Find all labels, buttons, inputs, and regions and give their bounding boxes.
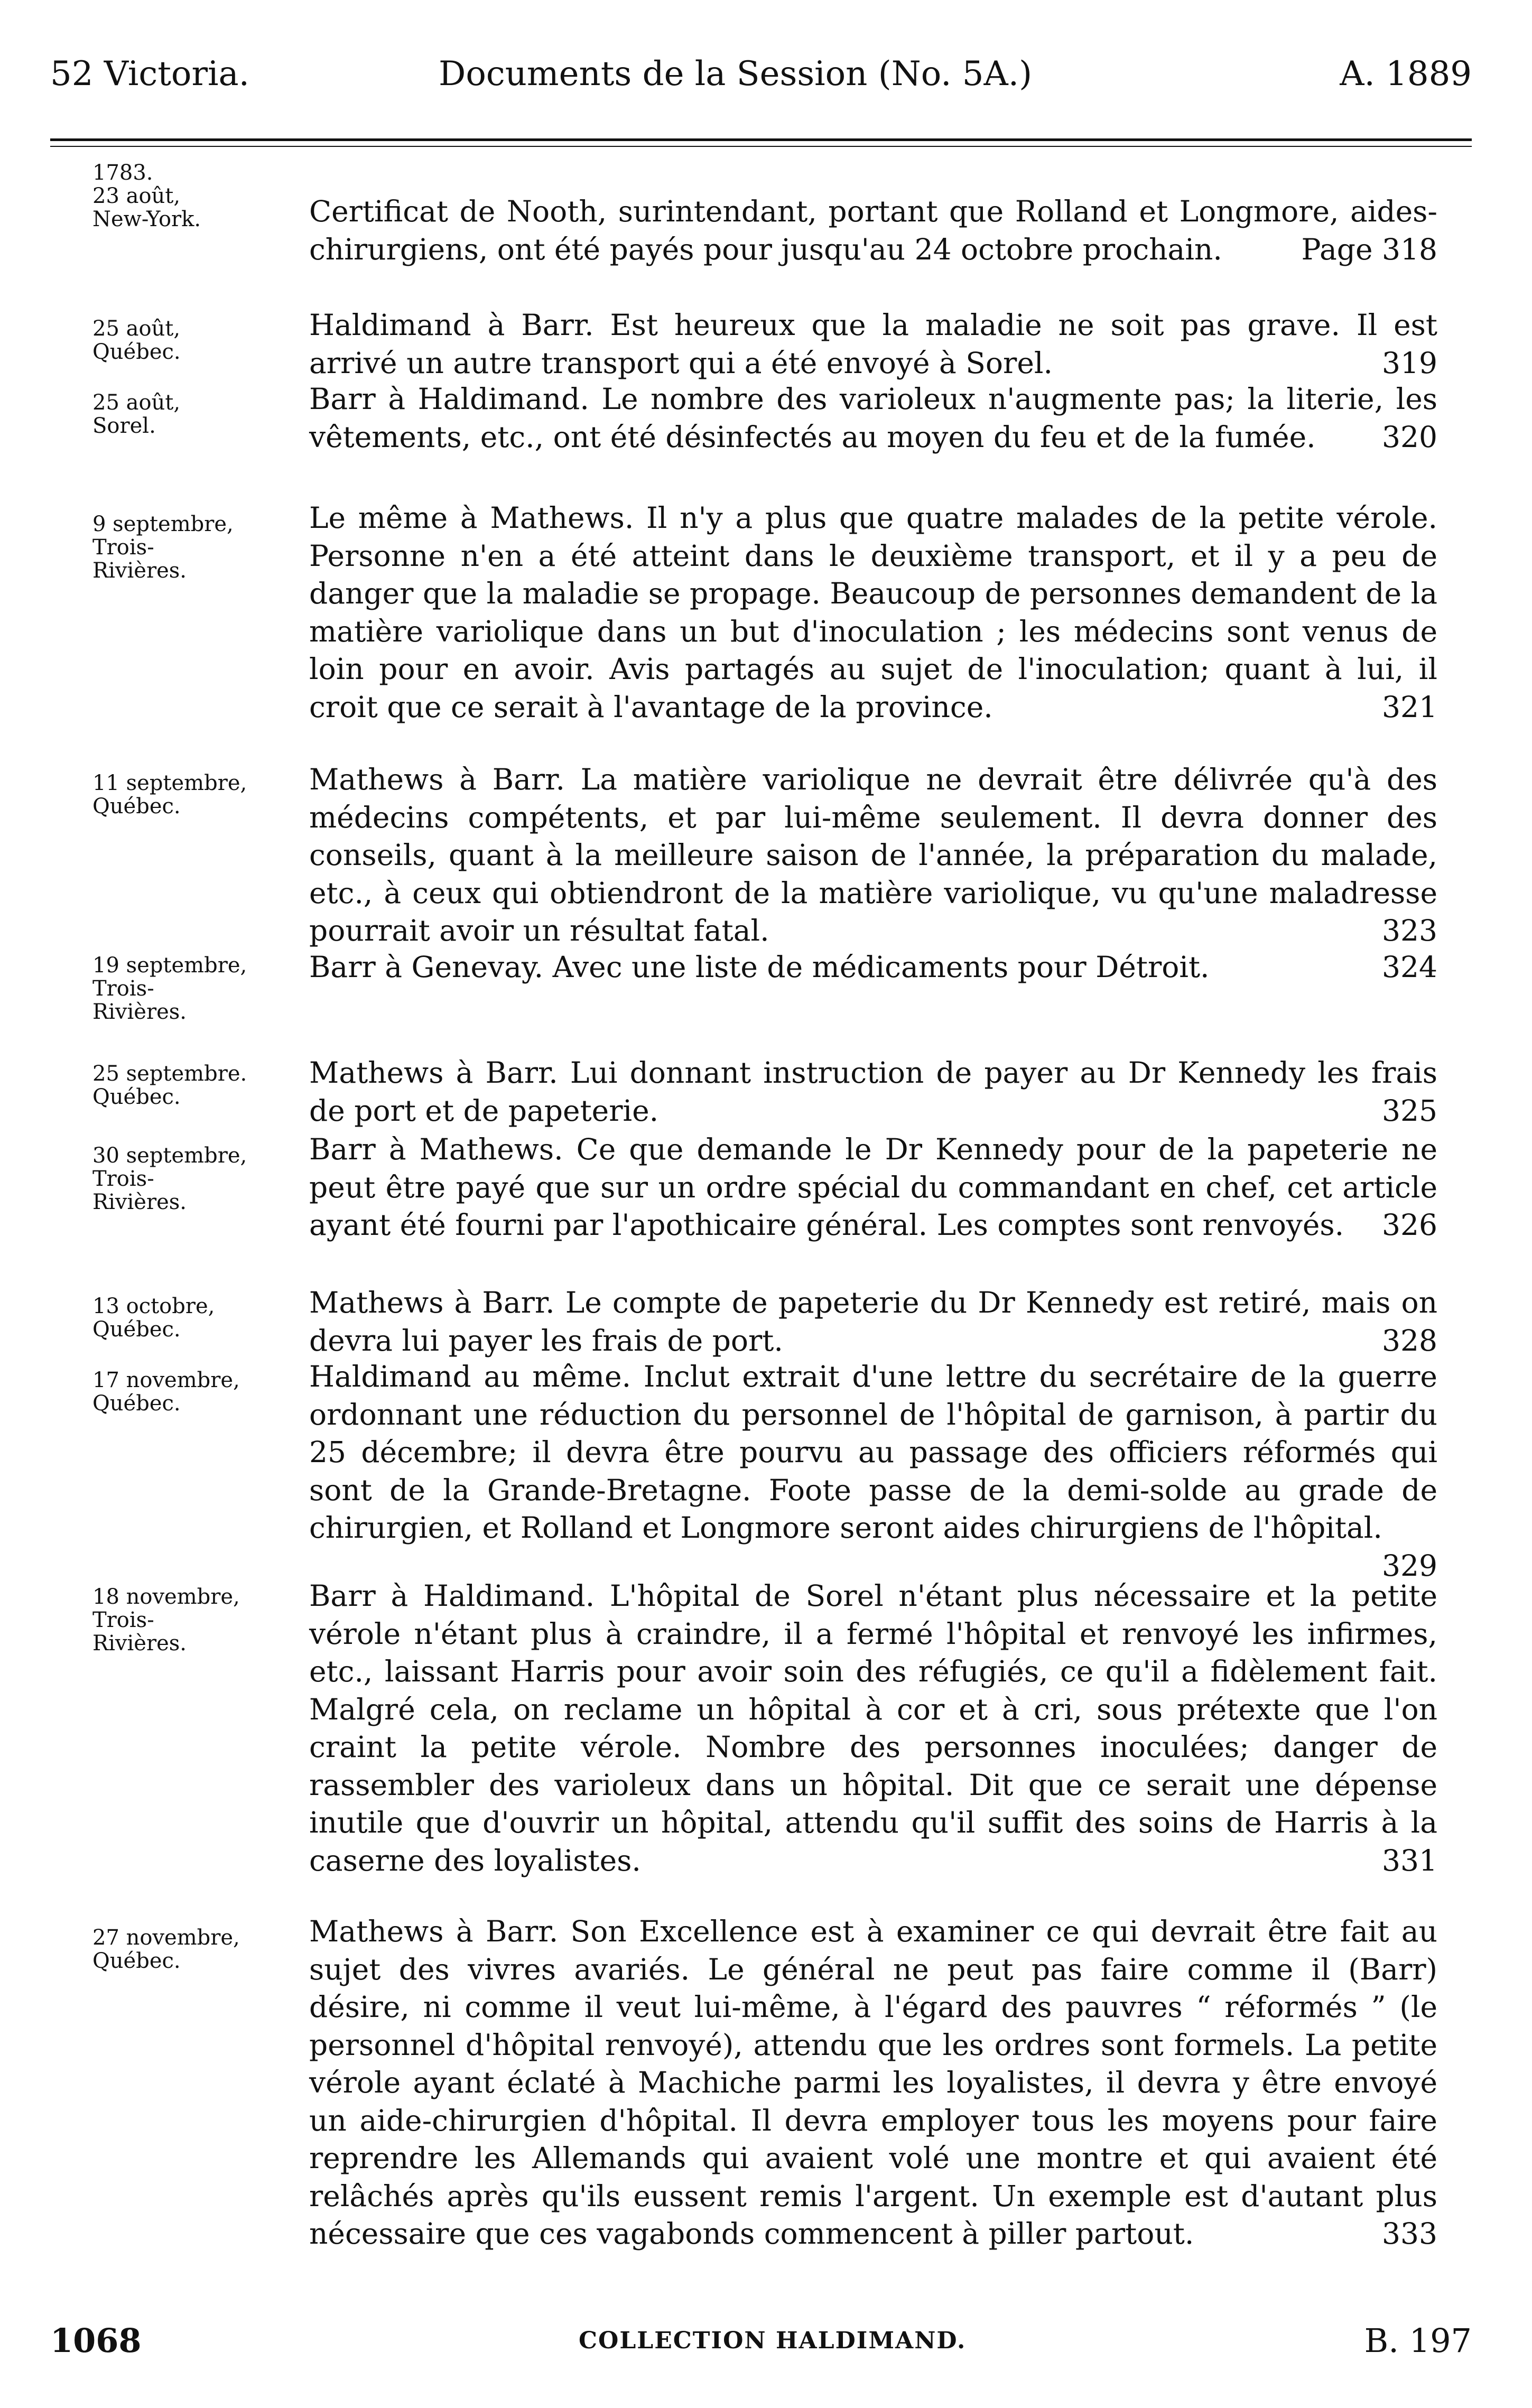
entry-page: 319	[1382, 346, 1437, 380]
entry-page: 326	[1382, 1208, 1437, 1242]
entry-page: 320	[1382, 420, 1437, 454]
entry-summary: Certificat de Nooth, surintendant, portant que Rolland et Longmore, aides-chirurgiens, ont été payés pour jusqu'au 24 octobre prochain.	[309, 194, 1437, 266]
entry-date: 27 novembre, Québec.	[92, 1926, 240, 1973]
entry-page: 325	[1382, 1093, 1437, 1128]
entry-date: 1783. 23 août, New-York.	[92, 161, 201, 231]
entry-date: 25 août, Sorel.	[92, 391, 181, 438]
footer-volume: B. 197	[1364, 2321, 1472, 2360]
entry-text	[309, 193, 1437, 268]
entry-page: 333	[1382, 2217, 1437, 2251]
entry-date: 13 octobre, Québec.	[92, 1294, 215, 1342]
entry-page: 328	[1382, 1323, 1437, 1358]
entry-date: 11 septembre, Québec.	[92, 771, 247, 819]
header-title: Documents de la Session (No. 5A.)	[439, 54, 1033, 94]
entry-summary: Haldimand au même. Inclut extrait d'une lettre du secrétaire de la guerre ordonnant une réduction du personnel de l'hôpital de garnison, à partir du 25 décembre; il devra être pourvu au passage des officiers réformés qui sont de la Grande-Bretagne. Foote passe de la demi-solde au grade de chirurgien, et Rolland et Longmore seront aides chirurgiens de l'hôpital.	[309, 1360, 1437, 1545]
entry-page: Page 318	[1301, 232, 1437, 266]
entry-page: 321	[1382, 690, 1437, 724]
entry-summary: Le même à Mathews. Il n'y a plus que quatre malades de la petite vérole. Personne n'en a été atteint dans le deuxième transport, et il y a peu de danger que la maladie se propage. Beaucoup de personnes demandent de la matière variolique dans un but d'inoculation ; les médecins sont venus de loin pour en avoir. Avis partagés au sujet de l'inoculation; quant à lui, il croit que ce serait à l'avantage de la province.	[309, 501, 1437, 724]
entry-date: 17 novembre, Québec.	[92, 1368, 240, 1416]
entry-summary: Barr à Genevay. Avec une liste de médicaments pour Détroit.	[309, 950, 1210, 984]
running-footer	[50, 2314, 1472, 2367]
entry-text	[309, 949, 1437, 987]
entry-summary: Mathews à Barr. Lui donnant instruction de payer au Dr Kennedy les frais de port et de papeterie.	[309, 1056, 1437, 1128]
entry-summary: Haldimand à Barr. Est heureux que la maladie ne soit pas grave. Il est arrivé un autre transport qui a été envoyé à Sorel.	[309, 308, 1437, 380]
entry-summary: Barr à Mathews. Ce que demande le Dr Kennedy pour de la papeterie ne peut être payé que sur un ordre spécial du commandant en chef, cet article ayant été fourni par l'apothicaire général. Les comptes sont renvoyés.	[309, 1132, 1437, 1242]
entry-page: 331	[1382, 1843, 1437, 1877]
header-year: A. 1889	[1340, 54, 1472, 94]
entry-summary: Mathews à Barr. Le compte de papeterie du Dr Kennedy est retiré, mais on devra lui payer les frais de port.	[309, 1286, 1437, 1358]
entry-text	[309, 1284, 1437, 1360]
entry-text	[309, 306, 1437, 382]
entry-date: 18 novembre, Trois- Rivières.	[92, 1585, 240, 1656]
entry-text	[309, 1131, 1437, 1244]
entry-text	[309, 499, 1437, 726]
entry-date: 25 août, Québec.	[92, 317, 181, 364]
header-session: 52 Victoria.	[50, 54, 249, 94]
entry-summary: Barr à Haldimand. Le nombre des varioleux n'augmente pas; la literie, les vêtements, etc., ont été désinfectés au moyen du feu et de la fumée.	[309, 382, 1437, 454]
entry-text	[309, 1358, 1437, 1585]
entry-date: 30 septembre, Trois- Rivières.	[92, 1143, 247, 1214]
entry-text	[309, 380, 1437, 456]
entry-page: 324	[1382, 950, 1437, 984]
footer-collection: COLLECTION HALDIMAND.	[579, 2327, 967, 2354]
entry-date: 25 septembre. Québec.	[92, 1062, 247, 1109]
footer-page-number: 1068	[50, 2321, 142, 2360]
entry-page: 329	[1382, 1548, 1437, 1583]
entry-date: 19 septembre, Trois- Rivières.	[92, 953, 247, 1024]
entry-page: 323	[1382, 914, 1437, 947]
entry-summary: Barr à Haldimand. L'hôpital de Sorel n'étant plus nécessaire et la petite vérole n'étant plus à craindre, il a fermé l'hôpital et renvoyé les infirmes, etc., laissant Harris pour avoir soin des réfugiés, ce qu'il a fidèlement fait. Malgré cela, on reclame un hôpital à cor et à cri, sous prétexte que l'on craint la petite vérole. Nombre des personnes inoculées; danger de rassembler des varioleux dans un hôpital. Dit que ce serait une dépense inutile que d'ouvrir un hôpital, attendu qu'il suffit des soins de Harris à la caserne des loyalistes.	[309, 1579, 1437, 1877]
entry-date: 9 septembre, Trois- Rivières.	[92, 512, 234, 583]
entry-summary: Mathews à Barr. Son Excellence est à examiner ce qui devrait être fait au sujet des vivres avariés. Le général ne peut pas faire comme il (Barr) désire, ni comme il veut lui-même, à l'égard des pauvres “ réformés ” (le personnel d'hôpital renvoyé), attendu que les ordres sont formels. La petite vérole ayant éclaté à Machiche parmi les loyalistes, il devra y être envoyé un aide-chirurgien d'hôpital. Il devra employer tous les moyens pour faire reprendre les Allemands qui avaient volé une montre et qui avaient été relâchés après qu'ils eussent remis l'argent. Un exemple est d'autant plus nécessaire que ces vagabonds commencent à piller partout.	[309, 1914, 1437, 2251]
entry-summary: Mathews à Barr. La matière variolique ne devrait être délivrée qu'à des médecins compétents, et par lui-même seulement. Il devra donner des conseils, quant à la meilleure saison de l'année, la préparation du malade, etc., à ceux qui obtiendront de la matière variolique, vu qu'une maladresse pourrait avoir un résultat fatal.	[309, 763, 1437, 947]
entry-text	[309, 1913, 1437, 2253]
entry-text	[309, 1054, 1437, 1130]
entry-text	[309, 761, 1437, 950]
entry-text	[309, 1577, 1437, 1880]
